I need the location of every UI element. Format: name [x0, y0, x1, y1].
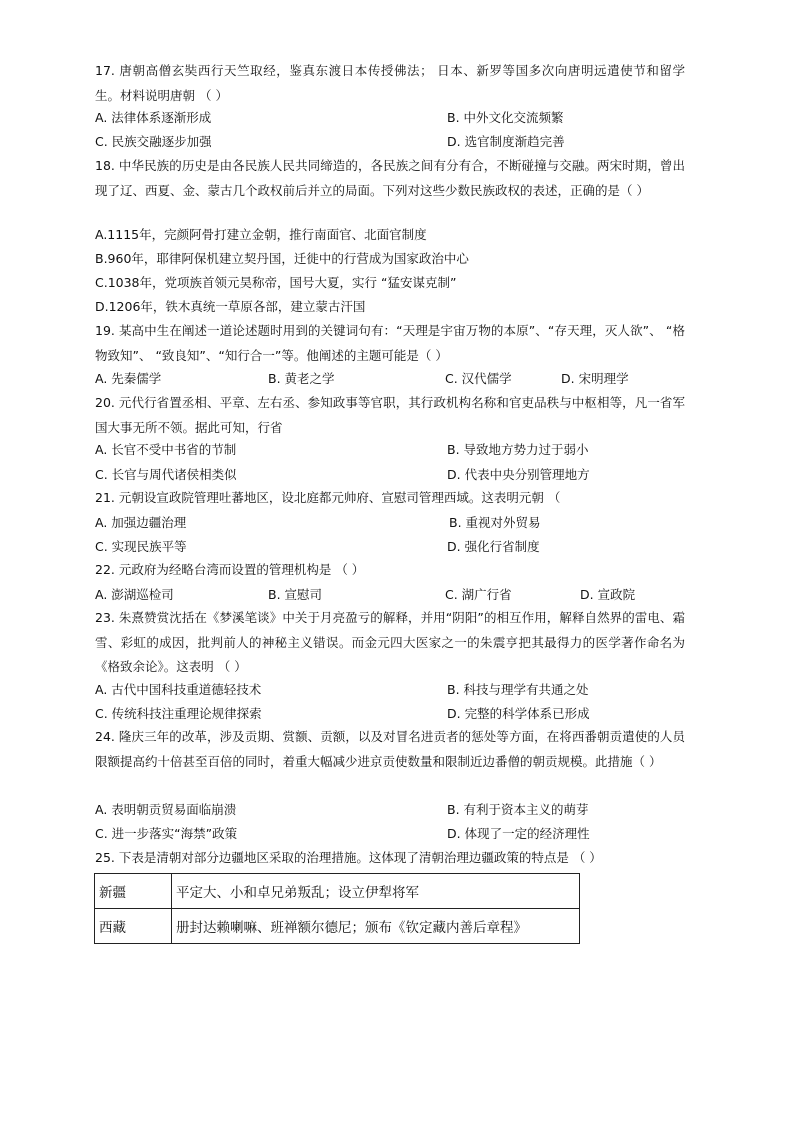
table-row	[95, 909, 580, 944]
question-18-option-a: A.1115年，完颜阿骨打建立金朝，推行南面官、北面官制度	[95, 227, 427, 242]
question-21-stem: 21. 元朝设宣政院管理吐蕃地区，设北庭都元帅府、宣慰司管理西域。这表明元朝 （	[95, 490, 561, 505]
question-21-option-d: D. 强化行省制度	[447, 539, 540, 554]
question-24-option-b: B. 有利于资本主义的萌芽	[447, 802, 589, 817]
question-23-option-d: D. 完整的科学体系已形成	[447, 706, 590, 721]
table-cell-measures: 平定大、小和卓兄弟叛乱；设立伊犁将军	[172, 874, 580, 909]
question-20-option-d: D. 代表中央分别管理地方	[447, 467, 590, 482]
question-17-option-b: B. 中外文化交流频繁	[447, 110, 564, 125]
question-24-option-a: A. 表明朝贡贸易面临崩溃	[95, 802, 237, 817]
question-19-option-a: A. 先秦儒学	[95, 371, 162, 386]
question-20-option-c: C. 长官与周代诸侯相类似	[95, 467, 237, 482]
question-17-option-c: C. 民族交融逐步加强	[95, 134, 212, 149]
table-cell-region: 新疆	[95, 874, 172, 909]
question-21-option-a: A. 加强边疆治理	[95, 515, 187, 530]
question-20-option-a: A. 长官不受中书省的节制	[95, 442, 237, 457]
question-24-option-c: C. 进一步落实“海禁”政策	[95, 826, 238, 841]
question-20-stem: 20. 元代行省置丞相、平章、左右丞、参知政事等官职，其行政机构名称和官吏品秩与中枢相等，凡一省军国大事无所不领。据此可知，行省	[95, 395, 685, 435]
question-22-option-b: B. 宣慰司	[268, 587, 323, 602]
question-22-option-a: A. 澎湖巡检司	[95, 587, 174, 602]
question-18-option-d: D.1206年，铁木真统一草原各部，建立蒙古汗国	[95, 299, 366, 314]
question-23-option-a: A. 古代中国科技重道德轻技术	[95, 682, 262, 697]
question-18-option-b: B.960年，耶律阿保机建立契丹国，迁徙中的行营成为国家政治中心	[95, 251, 469, 266]
question-22-option-d: D. 宣政院	[580, 587, 636, 602]
governance-table	[94, 873, 580, 944]
question-17-option-a: A. 法律体系逐渐形成	[95, 110, 212, 125]
question-19-option-b: B. 黄老之学	[268, 371, 335, 386]
question-24-option-d: D. 体现了一定的经济理性	[447, 826, 590, 841]
table-row	[95, 874, 580, 909]
question-21-option-b: B. 重视对外贸易	[449, 515, 541, 530]
question-19-stem: 19. 某高中生在阐述一道论述题时用到的关键词句有：“天理是宇宙万物的本原”、“存天理，灭人欲”、 “格物致知”、 “致良知”、“知行合一”等。他阐述的主题可能是（ ）	[95, 323, 685, 363]
question-24-stem: 24. 隆庆三年的改革，涉及贡期、赏额、贡额，以及对冒名进贡者的惩处等方面，在将西番朝贡遣使的人员限额提高约十倍甚至百倍的同时，着重大幅减少进京贡使数量和限制近边番僧的朝贡规模。此措施（ ）	[95, 729, 685, 769]
question-23-stem: 23. 朱熹赞赏沈括在《梦溪笔谈》中关于月亮盈亏的解释，并用“阴阳”的相互作用，解释自然界的雷电、霜雪、彩虹的成因，批判前人的神秘主义错误。而金元四大医家之一的朱震亨把其最得力的医学著作命名为《格致余论》。这表明 （ ）	[95, 610, 685, 674]
question-17-stem: 17. 唐朝高僧玄奘西行天竺取经，鉴真东渡日本传授佛法； 日本、新罗等国多次向唐明远遣使节和留学生。材料说明唐朝 （ ）	[95, 63, 685, 103]
question-20-option-b: B. 导致地方势力过于弱小	[447, 442, 589, 457]
question-21-option-c: C. 实现民族平等	[95, 539, 187, 554]
question-25-stem: 25. 下表是清朝对部分边疆地区采取的治理措施。这体现了清朝治理边疆政策的特点是 （ ）	[95, 850, 602, 865]
question-18-option-c: C.1038年，党项族首领元昊称帝，国号大夏，实行 “猛安谋克制”	[95, 275, 457, 290]
question-22-stem: 22. 元政府为经略台湾而设置的管理机构是 （ ）	[95, 562, 365, 577]
question-17-option-d: D. 选官制度渐趋完善	[447, 134, 565, 149]
question-23-option-c: C. 传统科技注重理论规律探索	[95, 706, 262, 721]
question-19-option-d: D. 宋明理学	[561, 371, 629, 386]
question-19-option-c: C. 汉代儒学	[445, 371, 512, 386]
table-cell-region: 西藏	[95, 909, 172, 944]
question-23-option-b: B. 科技与理学有共通之处	[447, 682, 589, 697]
question-22-option-c: C. 湖广行省	[445, 587, 512, 602]
table-cell-measures: 册封达赖喇嘛、班禅额尔德尼；颁布《钦定藏内善后章程》	[172, 909, 580, 944]
question-18-stem: 18. 中华民族的历史是由各民族人民共同缔造的，各民族之间有分有合，不断碰撞与交融。两宋时期，曾出现了辽、西夏、金、蒙古几个政权前后并立的局面。下列对这些少数民族政权的表述，正确的是（ ）	[95, 158, 685, 198]
